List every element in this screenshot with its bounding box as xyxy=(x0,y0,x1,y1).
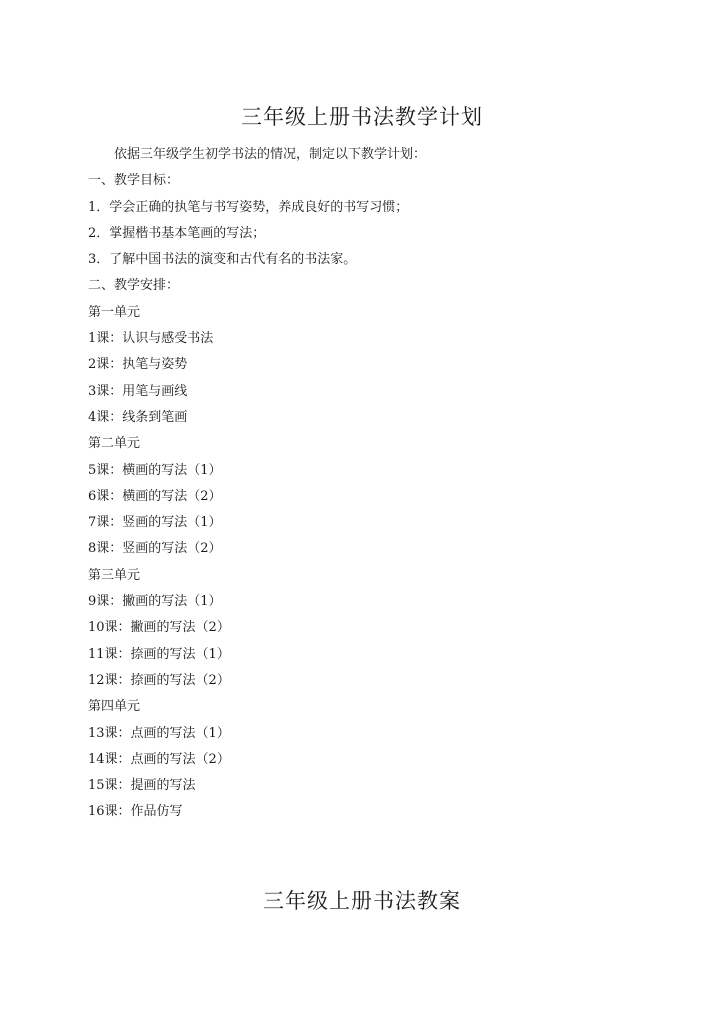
lesson-item: 3课：用笔与画线 xyxy=(88,383,188,399)
goal-item: 2．掌握楷书基本笔画的写法； xyxy=(88,225,266,241)
unit-heading: 第二单元 xyxy=(88,436,141,452)
lesson-item: 9课：撇画的写法（1） xyxy=(88,594,222,610)
goal-item: 3．了解中国书法的演变和古代有名的书法家。 xyxy=(88,252,357,268)
second-document-title: 三年级上册书法教案 xyxy=(263,889,461,913)
lesson-item: 10课：撇画的写法（2） xyxy=(88,620,230,636)
lesson-item: 2课：执笔与姿势 xyxy=(88,357,188,373)
lesson-item: 11课：捺画的写法（1） xyxy=(88,646,230,662)
section-heading-schedule: 二、教学安排： xyxy=(88,278,180,294)
goal-item: 1．学会正确的执笔与书写姿势，养成良好的书写习惯； xyxy=(88,199,409,215)
lesson-item: 4课：线条到笔画 xyxy=(88,409,188,425)
lesson-item: 5课：横画的写法（1） xyxy=(88,462,222,478)
document-title: 三年级上册书法教学计划 xyxy=(241,105,483,129)
unit-heading: 第三单元 xyxy=(88,567,141,583)
lesson-item: 15课：提画的写法 xyxy=(88,778,196,794)
lesson-item: 6课：横画的写法（2） xyxy=(88,488,222,504)
lesson-item: 1课：认识与感受书法 xyxy=(88,331,214,347)
lesson-item: 12课：捺画的写法（2） xyxy=(88,672,230,688)
lesson-item: 8课：竖画的写法（2） xyxy=(88,541,222,557)
unit-heading: 第四单元 xyxy=(88,699,141,715)
lesson-item: 14课：点画的写法（2） xyxy=(88,751,230,767)
lesson-item: 16课：作品仿写 xyxy=(88,804,183,820)
intro-paragraph: 依据三年级学生初学书法的情况，制定以下教学计划： xyxy=(114,147,427,162)
section-heading-goals: 一、教学目标： xyxy=(88,173,180,189)
lesson-item: 13课：点画的写法（1） xyxy=(88,725,230,741)
document-body xyxy=(88,142,688,826)
unit-heading: 第一单元 xyxy=(88,304,141,320)
lesson-item: 7课：竖画的写法（1） xyxy=(88,515,222,531)
